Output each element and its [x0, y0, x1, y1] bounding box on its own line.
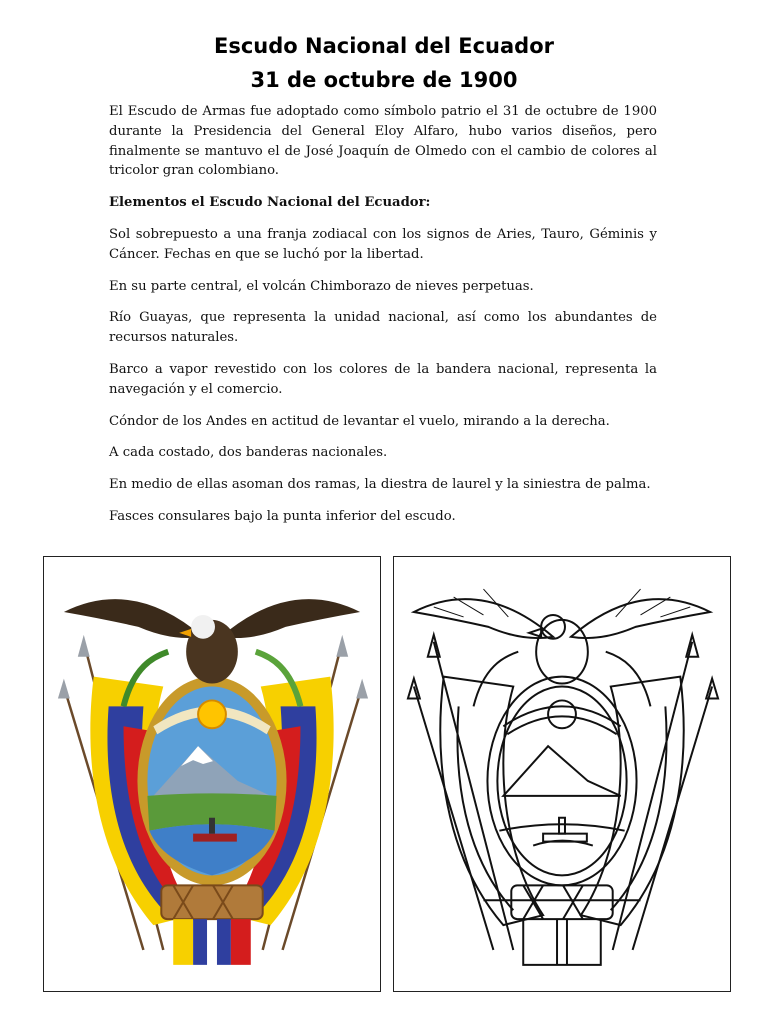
coat-of-arms-color-image [43, 556, 381, 992]
element-paragraph: En su parte central, el volcán Chimborazo de nieves perpetuas. [109, 278, 534, 294]
element-paragraph: Sol sobrepuesto a una franja zodiacal con los signos de Aries, Tauro, Géminis y Cáncer. Fechas en que se luchó por la libertad. [109, 226, 657, 262]
coat-of-arms-outline-image [393, 556, 731, 992]
elements-heading: Elementos el Escudo Nacional del Ecuador: [109, 195, 431, 211]
element-paragraph: Barco a vapor revestido con los colores de la bandera nacional, representa la navegación y el comercio. [109, 361, 657, 397]
element-paragraph: A cada costado, dos banderas nacionales. [109, 445, 388, 461]
document-title: Escudo Nacional del Ecuador [214, 34, 554, 58]
element-paragraph: Río Guayas, que representa la unidad nacional, así como los abundantes de recursos naturales. [109, 310, 657, 346]
ecuador-coat-of-arms-color-icon [44, 557, 380, 991]
ecuador-coat-of-arms-outline-icon [394, 557, 730, 991]
element-paragraph: En medio de ellas asoman dos ramas, la diestra de laurel y la siniestra de palma. [109, 477, 651, 493]
document-date: 31 de octubre de 1900 [250, 68, 518, 92]
element-paragraph: Cóndor de los Andes en actitud de levantar el vuelo, mirando a la derecha. [109, 413, 610, 429]
document-body [109, 102, 657, 539]
element-paragraph: Fasces consulares bajo la punta inferior del escudo. [109, 508, 456, 524]
intro-paragraph: El Escudo de Armas fue adoptado como símbolo patrio el 31 de octubre de 1900 durante la Presidencia del General Eloy Alfaro, hubo varios diseños, pero finalmente se mantuvo el de José Joaquín de Olmedo con el cambio de colores al tricolor gran colombiano. [109, 104, 657, 179]
